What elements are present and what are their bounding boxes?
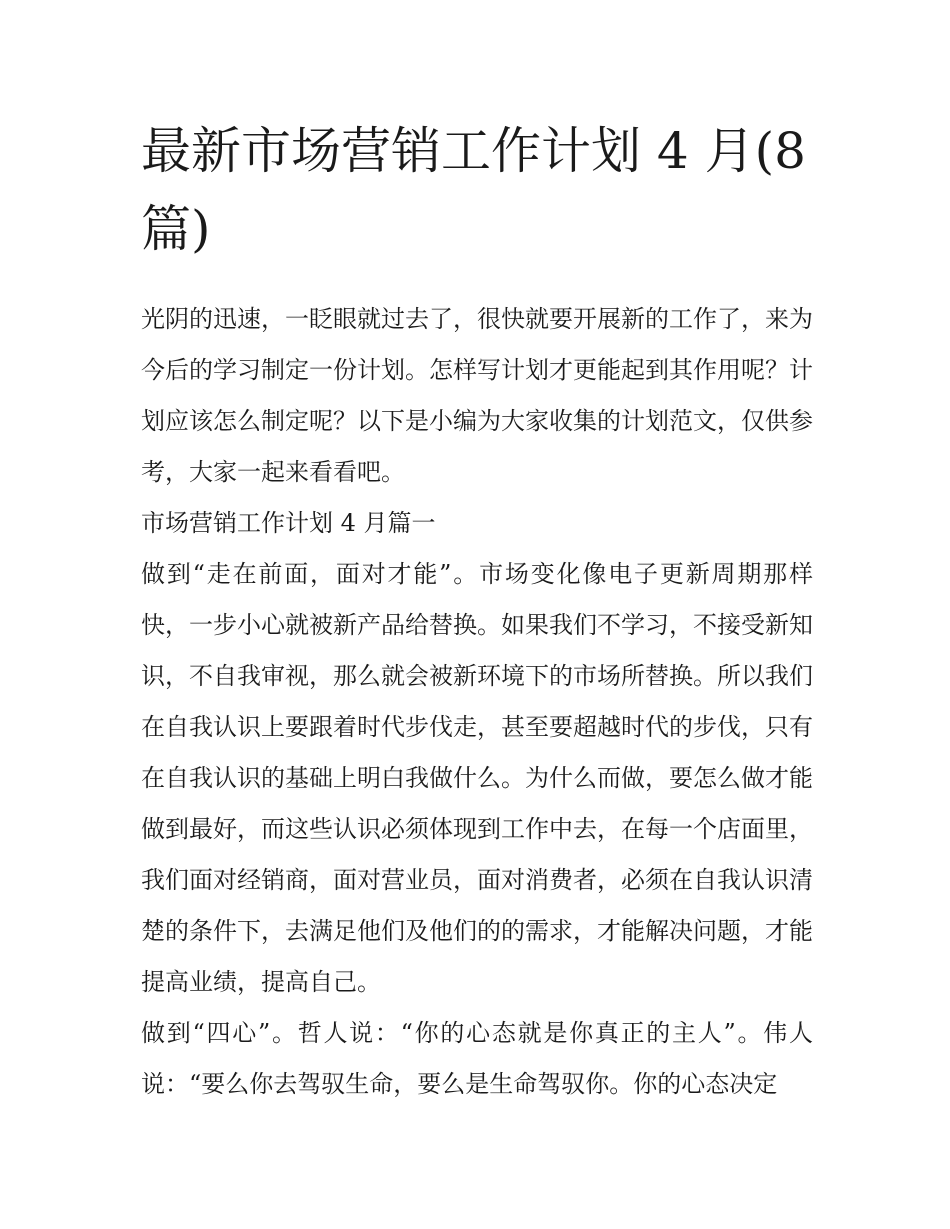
section-heading: 市场营销工作计划 4 月篇一 — [141, 509, 436, 537]
document-body — [141, 294, 813, 1110]
body-paragraph-1: 做到“走在前面，面对才能”。市场变化像电子更新周期那样快，一步小心就被新产品给替换。如果我们不学习，不接受新知识，不自我审视，那么就会被新环境下的市场所替换。所以我们在自我认识上要跟着时代步伐走，甚至要超越时代的步伐，只有在自我认识的基础上明白我做什么。为什么而做，要怎么做才能做到最好，而这些认识必须体现到工作中去，在每一个店面里，我们面对经销商，面对营业员，面对消费者，必须在自我认识清楚的条件下，去满足他们及他们的的需求，才能解决问题，才能提高业绩，提高自己。 — [141, 560, 813, 996]
body-paragraph-2: 做到“四心”。哲人说：“你的心态就是你真正的主人”。伟人说：“要么你去驾驭生命，要么是生命驾驭你。你的心态决定 — [141, 1019, 813, 1098]
document-title: 最新市场营销工作计划 4 月(8 篇) — [141, 122, 806, 258]
intro-paragraph: 光阴的迅速，一眨眼就过去了，很快就要开展新的工作了，来为今后的学习制定一份计划。怎样写计划才更能起到其作用呢？计划应该怎么制定呢？以下是小编为大家收集的计划范文，仅供参考，大家一起来看看吧。 — [141, 305, 813, 486]
document-page — [141, 112, 813, 1110]
